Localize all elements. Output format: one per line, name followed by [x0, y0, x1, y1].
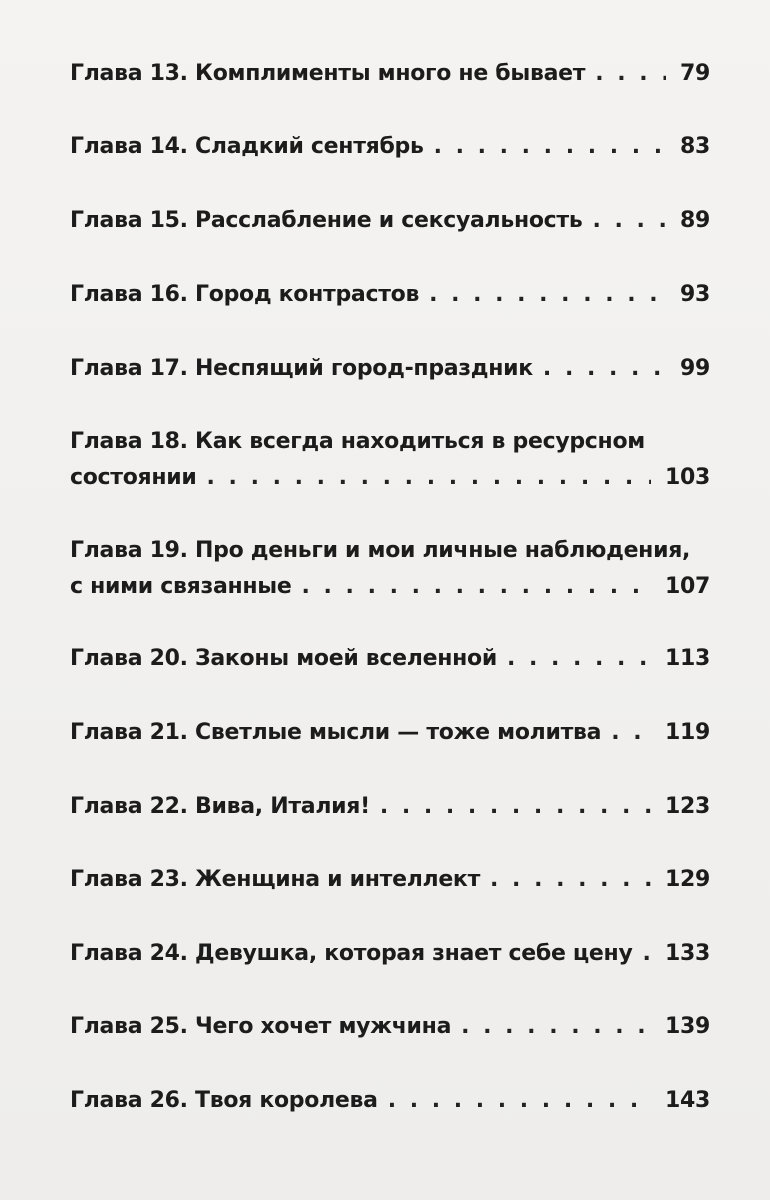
toc-entry-20 [70, 641, 710, 677]
toc-entry-title: Глава 23. Женщина и интеллект [70, 867, 481, 892]
dot-leader [490, 862, 651, 898]
toc-entry-title: Глава 24. Девушка, которая знает себе цену [70, 941, 633, 966]
dot-leader [461, 1009, 651, 1045]
dot-leader [434, 129, 666, 165]
toc-entry-22 [70, 789, 710, 825]
toc-entry-page: 103 [664, 465, 710, 490]
toc-entry-19 [70, 533, 710, 605]
toc-entry-title: Глава 25. Чего хочет мужчина [70, 1014, 452, 1039]
dot-leader [207, 460, 651, 496]
toc-entry-title: Глава 21. Светлые мысли — тоже молитва [70, 720, 602, 745]
dot-leader [507, 641, 651, 677]
toc-entry-21 [70, 715, 710, 751]
toc-entry-title: Глава 14. Сладкий сентябрь [70, 134, 424, 159]
toc-entry-title: Глава 17. Неспящий город-праздник [70, 356, 533, 381]
toc-entry-15 [70, 203, 710, 239]
toc-entry-title: Глава 26. Твоя королева [70, 1088, 378, 1113]
dot-leader [592, 203, 666, 239]
dot-leader [380, 789, 651, 825]
toc-entry-page: 93 [679, 282, 710, 307]
toc-entry-page: 123 [664, 794, 710, 819]
toc-entry-page: 113 [664, 646, 710, 671]
dot-leader [388, 1083, 651, 1119]
toc-entry-page: 139 [664, 1014, 710, 1039]
dot-leader [611, 715, 651, 751]
toc-entry-title-continued: с ними связанные [70, 574, 292, 599]
toc-entry-23 [70, 862, 710, 898]
dot-leader [302, 569, 651, 605]
toc-entry-title-continued: состоянии [70, 465, 197, 490]
toc-entry-page: 133 [664, 941, 710, 966]
dot-leader [643, 936, 651, 972]
toc-entry-24 [70, 936, 710, 972]
toc-entry-title: Глава 19. Про деньги и мои личные наблюдения, [70, 538, 691, 563]
toc-entry-page: 107 [664, 574, 710, 599]
toc-entry-14 [70, 129, 710, 165]
toc-entry-17 [70, 351, 710, 387]
toc-entry-13 [70, 56, 710, 92]
dot-leader [543, 351, 666, 387]
toc-entry-16 [70, 277, 710, 313]
toc-entry-page: 119 [664, 720, 710, 745]
toc-entry-title: Глава 16. Город контрастов [70, 282, 420, 307]
toc-entry-title: Глава 22. Вива, Италия! [70, 794, 370, 819]
toc-entry-25 [70, 1009, 710, 1045]
toc-entry-title: Глава 20. Законы моей вселенной [70, 646, 497, 671]
toc-entry-page: 83 [679, 134, 710, 159]
toc-entry-page: 129 [664, 867, 710, 892]
toc-entry-page: 79 [679, 61, 710, 86]
toc-entry-18 [70, 424, 710, 496]
dot-leader [429, 277, 666, 313]
dot-leader [595, 56, 666, 92]
toc-entry-page: 99 [679, 356, 710, 381]
toc-entry-26 [70, 1083, 710, 1119]
toc-entry-title: Глава 18. Как всегда находиться в ресурсном [70, 429, 645, 454]
toc-entry-title: Глава 15. Расслабление и сексуальность [70, 208, 583, 233]
toc-entry-page: 143 [664, 1088, 710, 1113]
toc-entry-page: 89 [679, 208, 710, 233]
toc-entry-title: Глава 13. Комплименты много не бывает [70, 61, 586, 86]
